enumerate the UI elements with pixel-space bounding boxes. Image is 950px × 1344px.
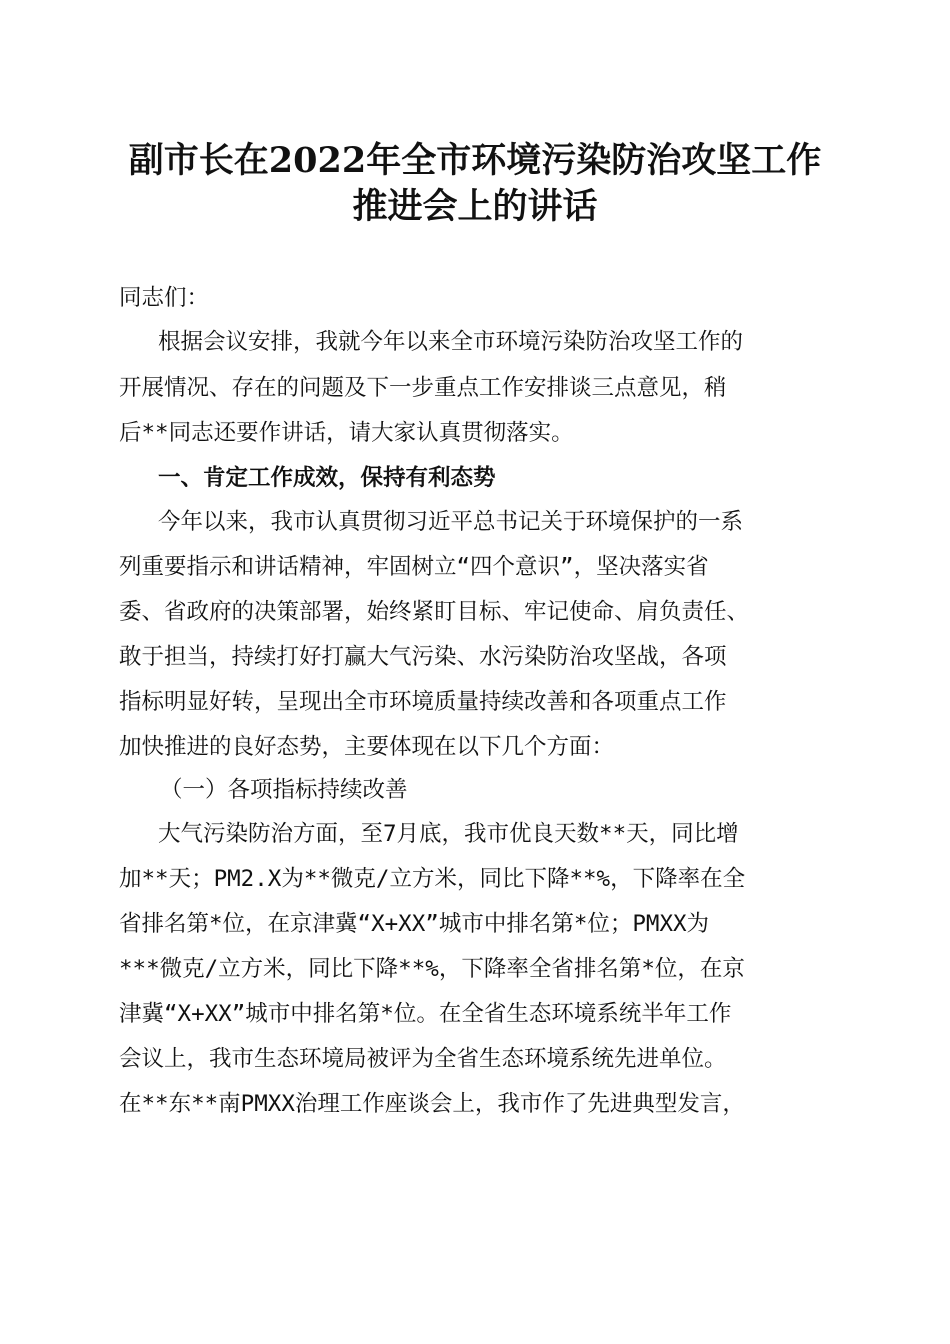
- subsection-1-line: ***微克/立方米，同比下降**%，下降率全省排名第*位，在京: [119, 956, 745, 982]
- section-1-line: 委、省政府的决策部署，始终紧盯目标、牢记使命、肩负责任、: [119, 599, 750, 625]
- subsection-1-line: 大气污染防治方面，至7月底，我市优良天数**天，同比增: [158, 821, 739, 847]
- subsection-1-line: 加**天；PM2.X为**微克/立方米，同比下降**%，下降率在全: [119, 866, 746, 892]
- document-title-line-1: 副市长在2022年全市环境污染防治攻坚工作: [128, 140, 822, 181]
- intro-line: 开展情况、存在的问题及下一步重点工作安排谈三点意见，稍: [119, 375, 727, 401]
- intro-line: 根据会议安排，我就今年以来全市环境污染防治攻坚工作的: [158, 329, 744, 355]
- subsection-1-line: 省排名第*位，在京津冀“X+XX”城市中排名第*位；PMXX为: [119, 911, 710, 937]
- subsection-1-line: 津冀“X+XX”城市中排名第*位。在全省生态环境系统半年工作: [119, 1001, 732, 1027]
- section-1-line: 今年以来，我市认真贯彻习近平总书记关于环境保护的一系: [158, 509, 744, 535]
- section-1-line: 列重要指示和讲话精神，牢固树立“四个意识”，坚决落实省: [119, 554, 709, 580]
- section-1-line: 指标明显好转，呈现出全市环境质量持续改善和各项重点工作: [119, 689, 727, 715]
- section-1-line: 加快推进的良好态势，主要体现在以下几个方面：: [119, 734, 615, 760]
- subsection-1-heading: （一）各项指标持续改善: [160, 777, 408, 803]
- section-1-line: 敢于担当，持续打好打赢大气污染、水污染防治攻坚战，各项: [119, 644, 727, 670]
- intro-line: 后**同志还要作讲话，请大家认真贯彻落实。: [119, 420, 574, 446]
- salutation: 同志们：: [119, 285, 210, 311]
- document-title-line-2: 推进会上的讲话: [352, 186, 598, 227]
- section-1-heading: 一、肯定工作成效，保持有利态势: [158, 465, 496, 491]
- subsection-1-line: 会议上，我市生态环境局被评为全省生态环境系统先进单位。: [119, 1046, 727, 1072]
- subsection-1-line: 在**东**南PMXX治理工作座谈会上，我市作了先进典型发言，: [119, 1091, 745, 1117]
